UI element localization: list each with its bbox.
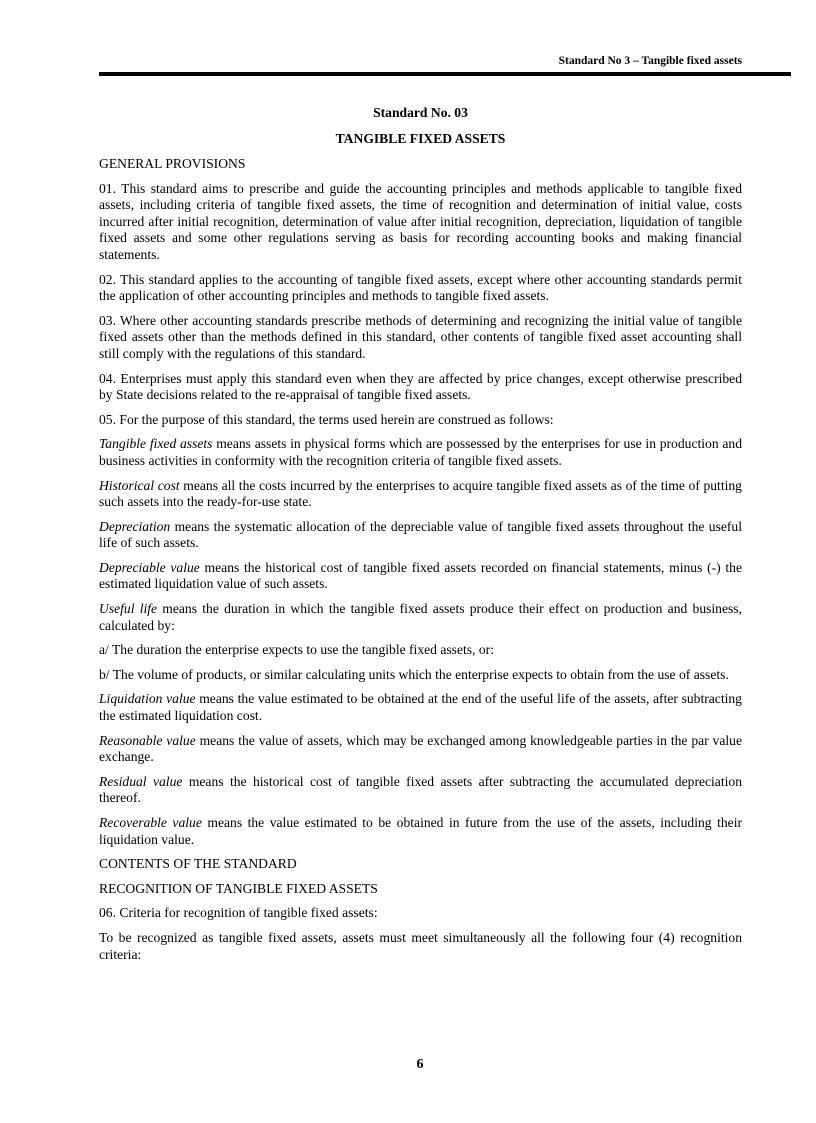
definition-recoverable-value — [99, 815, 742, 848]
standard-number: Standard No. 03 — [373, 105, 468, 120]
definition-text: means the duration in which the tangible fixed assets produce their effect on production and business, calculated by: — [99, 601, 742, 633]
section-contents-of-standard: CONTENTS OF THE STANDARD — [99, 856, 297, 872]
definition-text: means all the costs incurred by the enterprises to acquire tangible fixed assets as of the time of putting such assets into the ready-for-use state. — [99, 477, 742, 510]
paragraph-01: 01. This standard aims to prescribe and guide the accounting principles and methods applicable to tangible fixed assets, including criteria of tangible fixed assets, the time of recognition and determination of initial value, costs incurred after initial recognition, determination of value after initial recognition, depreciation, liquidation of tangible fixed assets and some other regulations serving as basis for recording accounting books and making financial statements. — [99, 180, 742, 262]
definition-term: Residual value — [99, 773, 183, 789]
definition-liquidation-value — [99, 691, 742, 724]
definition-tangible-fixed-assets — [99, 436, 742, 469]
paragraph-03: 03. Where other accounting standards prescribe methods of determining and recognizing the initial value of tangible fixed assets other than the methods defined in this standard, other contents of tangible fixed asset accounting shall still comply with the regulations of this standard. — [99, 312, 742, 361]
definition-term: Useful life — [99, 601, 158, 617]
definition-depreciable-value — [99, 560, 742, 593]
document-body — [99, 105, 742, 971]
paragraph-05: 05. For the purpose of this standard, the terms used herein are construed as follows: — [99, 411, 554, 427]
definition-term: Liquidation value — [99, 691, 196, 707]
definition-useful-life — [99, 601, 742, 634]
definition-text: means assets in physical forms which are possessed by the enterprises for use in production and business activities in conformity with the recognition criteria of tangible fixed assets. — [99, 436, 743, 468]
definition-term: Depreciation — [99, 518, 171, 534]
useful-life-item-a: a/ The duration the enterprise expects to use the tangible fixed assets, or: — [99, 642, 494, 658]
paragraph-06-text: To be recognized as tangible fixed assets, assets must meet simultaneously all the following four (4) recognition criteria: — [99, 929, 742, 962]
definition-text: means the systematic allocation of the depreciable value of tangible fixed assets throughout the useful life of such assets. — [99, 518, 742, 551]
definition-text: means the value of assets, which may be exchanged among knowledgeable parties in the par value exchange. — [99, 732, 742, 765]
definition-term: Tangible fixed assets — [99, 436, 213, 452]
section-general-provisions: GENERAL PROVISIONS — [99, 156, 246, 171]
paragraph-06: 06. Criteria for recognition of tangible fixed assets: — [99, 905, 378, 921]
definition-residual-value — [99, 774, 742, 807]
definition-text: means the value estimated to be obtained in future from the use of the assets, including their liquidation value. — [99, 815, 742, 847]
page-number: 6 — [416, 1057, 424, 1072]
definition-term: Depreciable value — [99, 559, 200, 575]
definition-reasonable-value — [99, 733, 742, 766]
paragraph-02: 02. This standard applies to the accounting of tangible fixed assets, except where other accounting standards permit the application of other accounting principles and methods to tangible fixed assets. — [99, 271, 742, 304]
definition-text: means the historical cost of tangible fixed assets after subtracting the accumulated depreciation thereof. — [99, 773, 742, 806]
header-rule — [99, 72, 791, 76]
definition-term: Recoverable value — [99, 815, 202, 830]
definition-depreciation — [99, 519, 742, 552]
definition-text: means the value estimated to be obtained at the end of the useful life of the assets, after subtracting the estimated liquidation cost. — [99, 691, 742, 724]
definition-text: means the historical cost of tangible fixed assets recorded on financial statements, minus (-) the estimated liquidation value of such assets. — [99, 559, 742, 592]
useful-life-item-b: b/ The volume of products, or similar calculating units which the enterprise expects to obtain from the use of assets. — [99, 666, 729, 682]
definition-historical-cost — [99, 478, 742, 511]
definition-term: Reasonable value — [99, 732, 196, 748]
definition-term: Historical cost — [99, 477, 180, 493]
paragraph-04: 04. Enterprises must apply this standard even when they are affected by price changes, except otherwise prescribed by State decisions related to the re-appraisal of tangible fixed assets. — [99, 370, 742, 403]
standard-title: TANGIBLE FIXED ASSETS — [335, 131, 506, 146]
section-recognition: RECOGNITION OF TANGIBLE FIXED ASSETS — [99, 880, 378, 896]
running-header: Standard No 3 – Tangible fixed assets — [558, 55, 742, 67]
